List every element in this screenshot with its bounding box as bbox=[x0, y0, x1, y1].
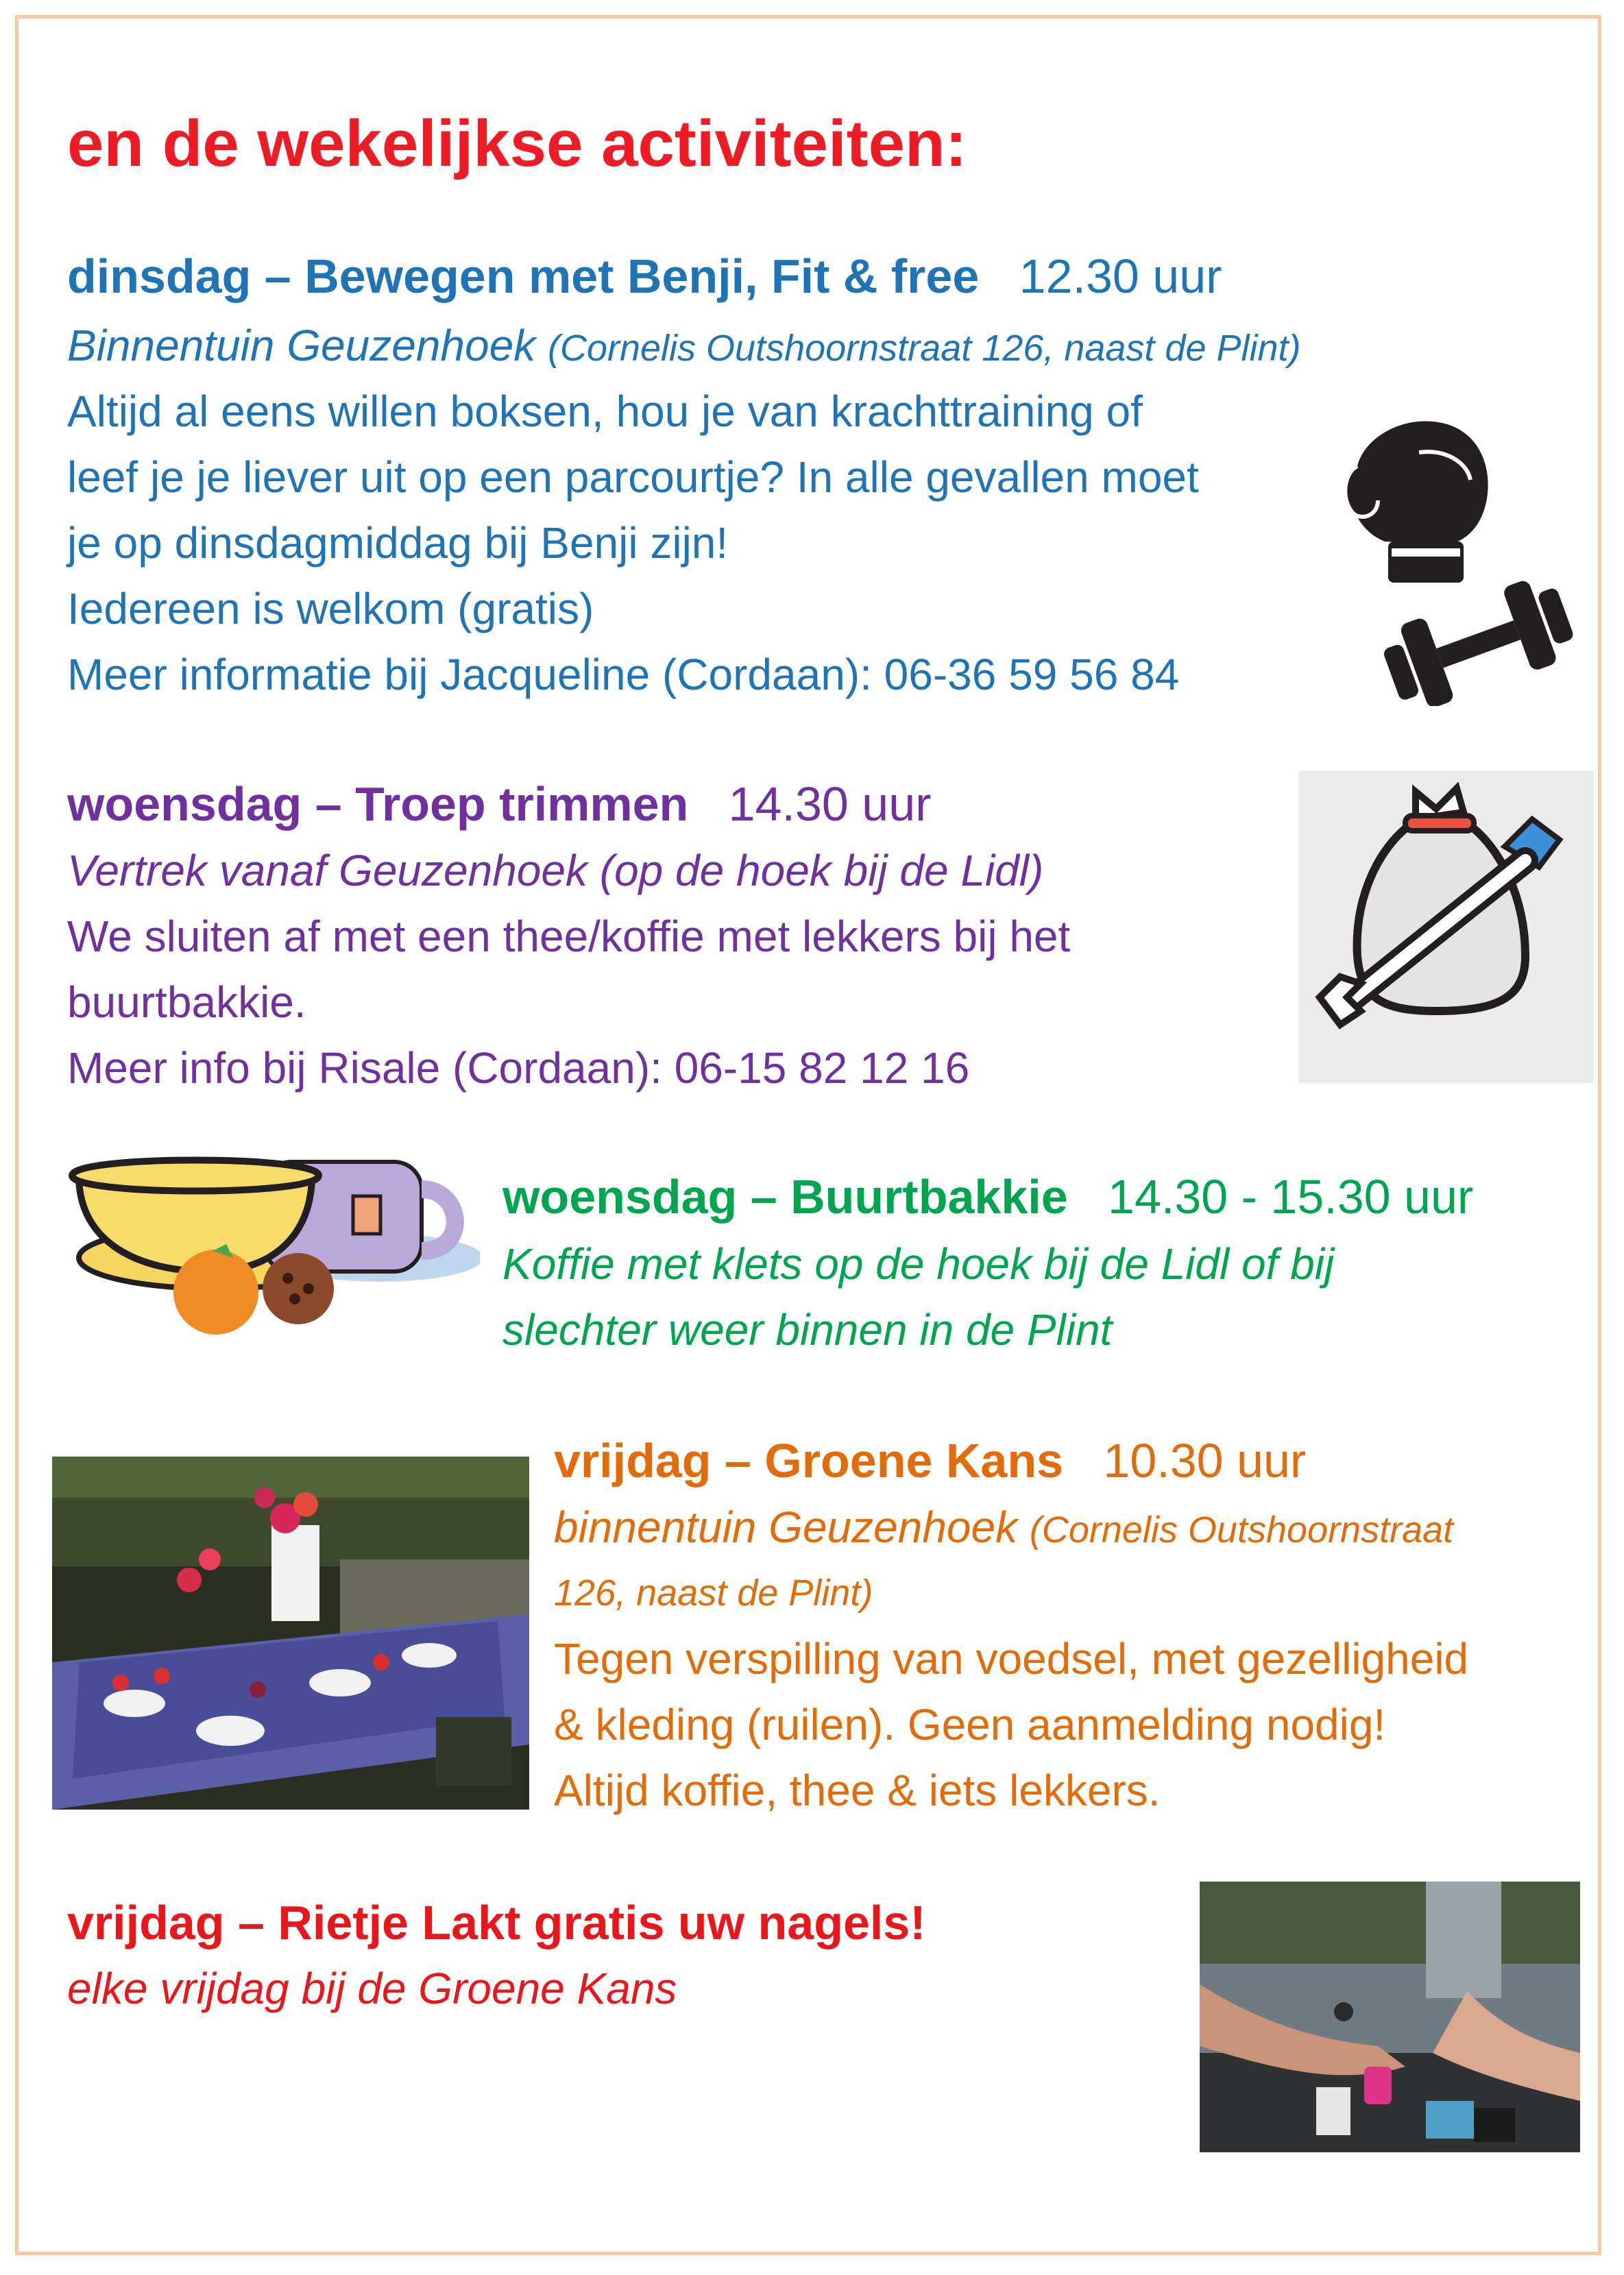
dinsdag-time: 12.30 uur bbox=[1019, 250, 1222, 303]
buurtbakkie-line-1: Koffie met klets op de hoek bij de Lidl of bij bbox=[502, 1239, 1335, 1289]
groene-heading: vrijdag – Groene Kans bbox=[554, 1434, 1064, 1487]
groene-line-1: Tegen verspilling van voedsel, met gezelligheid bbox=[554, 1634, 1469, 1683]
dinsdag-line-2: leef je je liever uit op een parcourtje? In alle gevallen moet bbox=[67, 452, 1199, 502]
nail-painting-photo bbox=[1200, 1882, 1580, 2152]
groene-line-2: & kleding (ruilen). Geen aanmelding nodig! bbox=[554, 1700, 1386, 1749]
dinsdag-name: Bewegen met Benji, Fit & free bbox=[304, 250, 980, 303]
troep-line-1: We sluiten af met een thee/koffie met lekkers bij het bbox=[67, 912, 1071, 961]
rietje-subtitle: elke vrijdag bij de Groene Kans bbox=[67, 1964, 677, 2013]
buurtbakkie-heading-line bbox=[502, 1164, 1473, 1230]
groene-address-1: (Cornelis Outshoornstraat bbox=[1029, 1509, 1454, 1550]
boxing-glove-icon bbox=[1337, 411, 1501, 589]
troep-line-2: buurtbakkie. bbox=[67, 977, 306, 1027]
buurtbakkie-heading: woensdag – Buurtbakkie bbox=[502, 1170, 1068, 1224]
dinsdag-address: (Cornelis Outshoornstraat 126, naast de Plint) bbox=[547, 328, 1301, 369]
groene-line-3: Altijd koffie, thee & iets lekkers. bbox=[554, 1766, 1161, 1815]
dinsdag-line-5: Meer informatie bij Jacqueline (Cordaan): 06-36 59 56 84 bbox=[67, 650, 1180, 699]
page-title: en de wekelijkse activiteiten: bbox=[67, 107, 967, 180]
dinsdag-line-1: Altijd al eens willen boksen, hou je van krachttraining of bbox=[67, 387, 1143, 436]
litter-picker-bag-icon bbox=[1299, 771, 1594, 1083]
troep-location: Vertrek vanaf Geuzenhoek (op de hoek bij de Lidl) bbox=[67, 846, 1044, 895]
dinsdag-heading bbox=[67, 243, 1222, 309]
dinsdag-line-3: je op dinsdagmiddag bij Benji zijn! bbox=[67, 518, 729, 568]
buurtbakkie-line-2: slechter weer binnen in de Plint bbox=[502, 1305, 1113, 1354]
troep-line-3: Meer info bij Risale (Cordaan): 06-15 82 12 16 bbox=[67, 1043, 970, 1093]
dinsdag-location: Binnentuin Geuzenhoek bbox=[67, 321, 536, 370]
dinsdag-line-4: Iedereen is welkom (gratis) bbox=[67, 584, 594, 633]
buurtbakkie-time: 14.30 - 15.30 uur bbox=[1108, 1170, 1474, 1224]
troep-heading-line bbox=[67, 771, 931, 837]
troep-heading: woensdag – Troep trimmen bbox=[67, 777, 689, 831]
dumbbell-icon bbox=[1371, 576, 1584, 706]
rietje-heading-line bbox=[67, 1890, 926, 1956]
groene-time: 10.30 uur bbox=[1103, 1434, 1307, 1487]
coffee-tea-cups-icon bbox=[51, 1134, 480, 1340]
groene-location: binnentuin Geuzenhoek bbox=[554, 1503, 1018, 1552]
rietje-heading: vrijdag – Rietje Lakt gratis uw nagels! bbox=[67, 1896, 926, 1949]
food-table-photo bbox=[52, 1457, 529, 1810]
groene-heading-line bbox=[554, 1428, 1306, 1494]
groene-location-line bbox=[554, 1494, 1453, 1563]
dinsdag-day: dinsdag – bbox=[67, 250, 291, 303]
dinsdag-location-line bbox=[67, 313, 1301, 381]
troep-time: 14.30 uur bbox=[728, 777, 932, 831]
groene-address-2: 126, naast de Plint) bbox=[554, 1572, 873, 1614]
